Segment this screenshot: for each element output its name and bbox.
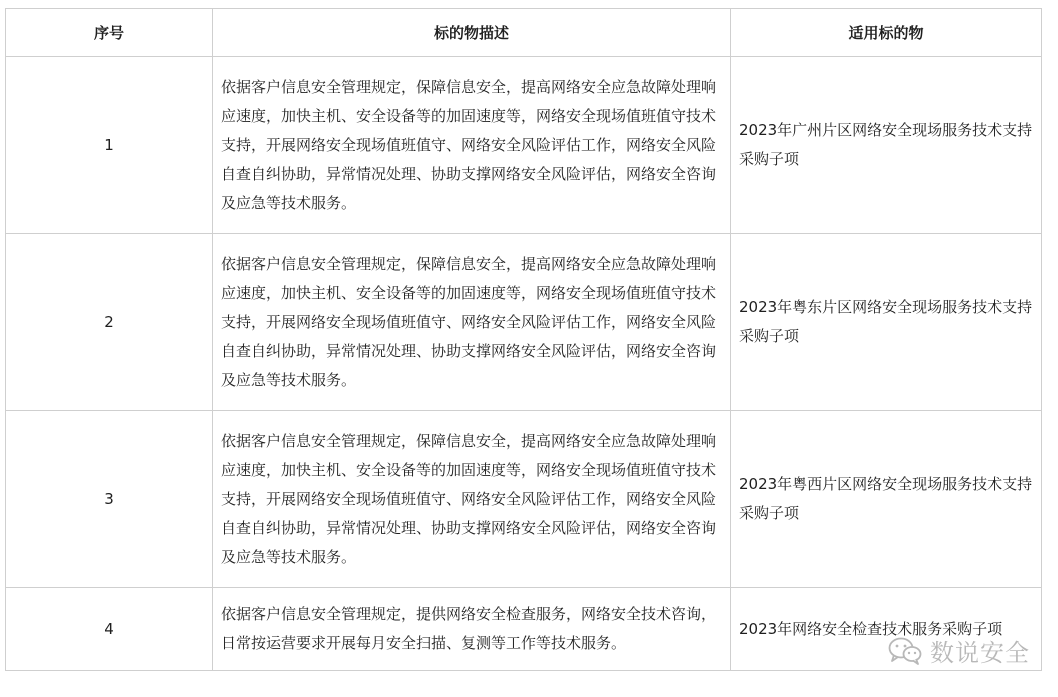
table-row — [6, 57, 1042, 234]
watermark-text: 数说安全 — [930, 639, 1030, 667]
row-description: 依据客户信息安全管理规定，提供网络安全检查服务，网络安全技术咨询，日常按运营要求开展每月安全扫描、复测等工作等技术服务。 — [213, 588, 731, 671]
row-description: 依据客户信息安全管理规定，保障信息安全，提高网络安全应急故障处理响应速度，加快主机、安全设备等的加固速度等，网络安全现场值班值守技术支持，开展网络安全现场值班值守、网络安全风险评估工作，网络安全风险自查自纠协助，异常情况处理、协助支撑网络安全风险评估，网络安全咨询及应急等技术服务。 — [213, 234, 731, 411]
row-applicable: 2023年粤西片区网络安全现场服务技术支持采购子项 — [731, 411, 1042, 588]
header-no: 序号 — [6, 9, 213, 57]
table-header-row — [6, 9, 1042, 57]
row-number: 4 — [6, 588, 213, 671]
table-row — [6, 234, 1042, 411]
row-number: 3 — [6, 411, 213, 588]
table-row — [6, 411, 1042, 588]
row-applicable: 2023年粤东片区网络安全现场服务技术支持采购子项 — [731, 234, 1042, 411]
row-applicable: 2023年网络安全检查技术服务采购子项 — [731, 588, 1042, 671]
row-number: 2 — [6, 234, 213, 411]
row-description: 依据客户信息安全管理规定，保障信息安全，提高网络安全应急故障处理响应速度，加快主机、安全设备等的加固速度等，网络安全现场值班值守技术支持，开展网络安全现场值班值守、网络安全风险评估工作，网络安全风险自查自纠协助，异常情况处理、协助支撑网络安全风险评估，网络安全咨询及应急等技术服务。 — [213, 57, 731, 234]
table-row — [6, 588, 1042, 671]
row-number: 1 — [6, 57, 213, 234]
header-applicable: 适用标的物 — [731, 9, 1042, 57]
row-description: 依据客户信息安全管理规定，保障信息安全，提高网络安全应急故障处理响应速度，加快主机、安全设备等的加固速度等，网络安全现场值班值守技术支持，开展网络安全现场值班值守、网络安全风险评估工作，网络安全风险自查自纠协助，异常情况处理、协助支撑网络安全风险评估，网络安全咨询及应急等技术服务。 — [213, 411, 731, 588]
row-applicable: 2023年广州片区网络安全现场服务技术支持采购子项 — [731, 57, 1042, 234]
procurement-table — [5, 8, 1042, 671]
header-description: 标的物描述 — [213, 9, 731, 57]
